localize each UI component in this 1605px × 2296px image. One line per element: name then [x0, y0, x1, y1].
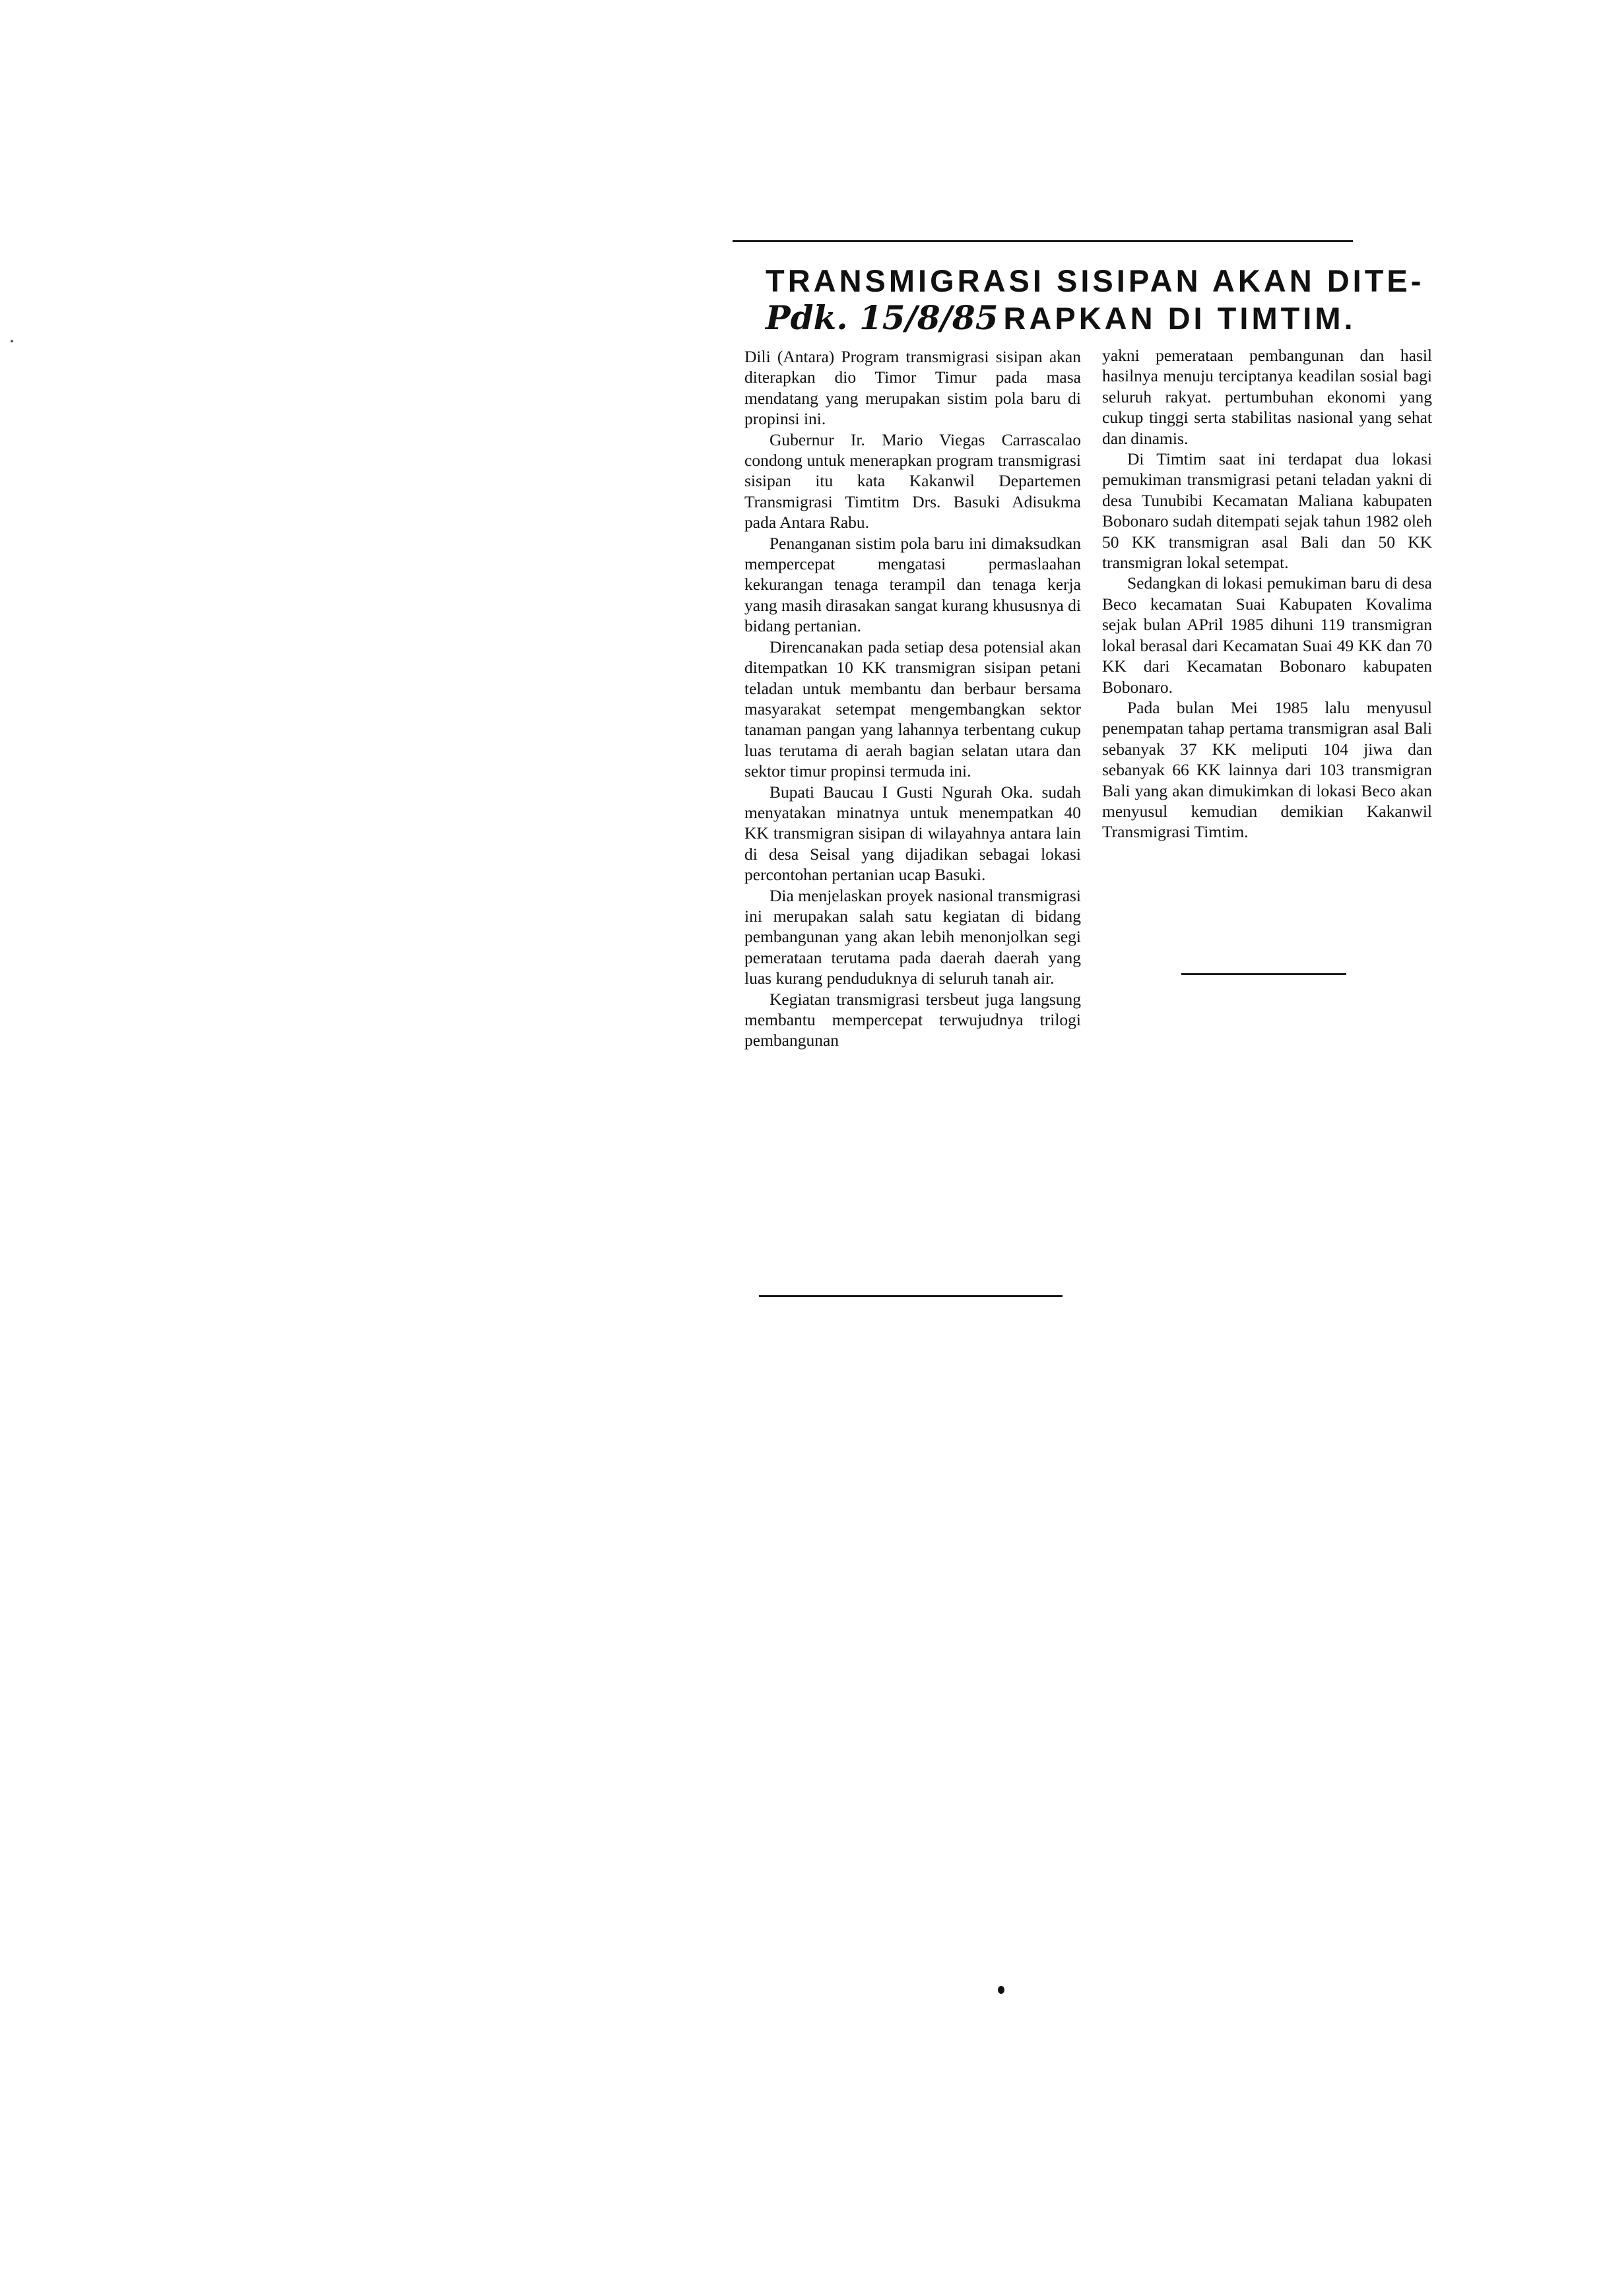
- ink-speck: [998, 1986, 1004, 1994]
- paragraph: Gubernur Ir. Mario Viegas Carrascalao condong untuk menerapkan program transmigrasi sisipan itu kata Kakanwil Departemen Transmigrasi Timtitm Drs. Basuki Adisukma pada Antara Rabu.: [744, 430, 1081, 532]
- article-column-left: [744, 346, 1081, 1051]
- paragraph: yakni pemerataan pembangunan dan hasil hasilnya menuju terciptanya keadilan sosial bagi seluruh rakyat. pertumbuhan ekonomi yang cukup tinggi serta stabilitas nasional yang sehat dan dinamis.: [1102, 346, 1432, 448]
- headline-line-2: RAPKAN DI TIMTIM.: [1003, 301, 1356, 336]
- end-rule-right-column: [1181, 973, 1346, 975]
- headline: [766, 263, 1452, 337]
- paragraph: Di Timtim saat ini terdapat dua lokasi pemukiman transmigrasi petani teladan yakni di desa Tunubibi Kecamatan Maliana kabupaten Bobonaro sudah ditempati sejak tahun 1982 oleh 50 KK transmigran asal Bali dan 50 KK transmigran lokal setempat.: [1102, 449, 1432, 573]
- article-column-right: [1102, 345, 1432, 843]
- paragraph: Penanganan sistim pola baru ini dimaksudkan mempercepat mengatasi permaslaahan kekurangan tenaga terampil dan tenaga kerja yang masih dirasakan sangat kurang khususnya di bidang pertanian.: [744, 533, 1081, 636]
- ink-speck: [11, 340, 13, 342]
- paragraph: Dili (Antara) Program transmigrasi sisipan akan diterapkan dio Timor Timur pada masa mendatang yang merupakan sistim pola baru di propinsi ini.: [744, 347, 1081, 429]
- paragraph: Bupati Baucau I Gusti Ngurah Oka. sudah menyatakan minatnya untuk menempatkan 40 KK transmigran sisipan di wilayahnya antara lain di desa Seisal yang dijadikan sebagai lokasi percontohan pertanian ucap Basuki.: [744, 782, 1081, 885]
- paragraph: Direncanakan pada setiap desa potensial akan ditempatkan 10 KK transmigran sisipan petani teladan untuk membantu dan berbaur bersama masyarakat setempat mengembangkan sektor tanaman pangan yang lahannya terbentang cukup luas terutama di aerah bagian selatan utara dan sektor timur propinsi termuda ini.: [744, 637, 1081, 781]
- end-rule-left-column: [759, 1295, 1063, 1297]
- top-rule: [733, 240, 1353, 242]
- paragraph: Dia menjelaskan proyek nasional transmigrasi ini merupakan salah satu kegiatan di bidang pembangunan yang akan lebih menonjolkan segi pemerataan terutama pada daerah daerah yang luas kurang penduduknya di seluruh tanah air.: [744, 885, 1081, 988]
- paragraph: Pada bulan Mei 1985 lalu menyusul penempatan tahap pertama transmigran asal Bali sebanyak 37 KK meliputi 104 jiwa dan sebanyak 66 KK lainnya dari 103 transmigran Bali yang akan dimukimkan di lokasi Beco akan menyusul kemudian demikian Kakanwil Transmigrasi Timtim.: [1102, 697, 1432, 842]
- headline-line-1: TRANSMIGRASI SISIPAN AKAN DITE-: [766, 263, 1425, 298]
- paragraph: Kegiatan transmigrasi tersbeut juga langsung membantu mempercepat terwujudnya trilogi pembangunan: [744, 989, 1081, 1050]
- paragraph: Sedangkan di lokasi pemukiman baru di desa Beco kecamatan Suai Kabupaten Kovalima sejak bulan APril 1985 dihuni 119 transmigran lokal berasal dari Kecamatan Suai 49 KK dan 70 KK dari Kecamatan Bobonaro kabupaten Bobonaro.: [1102, 573, 1432, 697]
- handwritten-note: Pdk. 15/8/85: [766, 298, 999, 337]
